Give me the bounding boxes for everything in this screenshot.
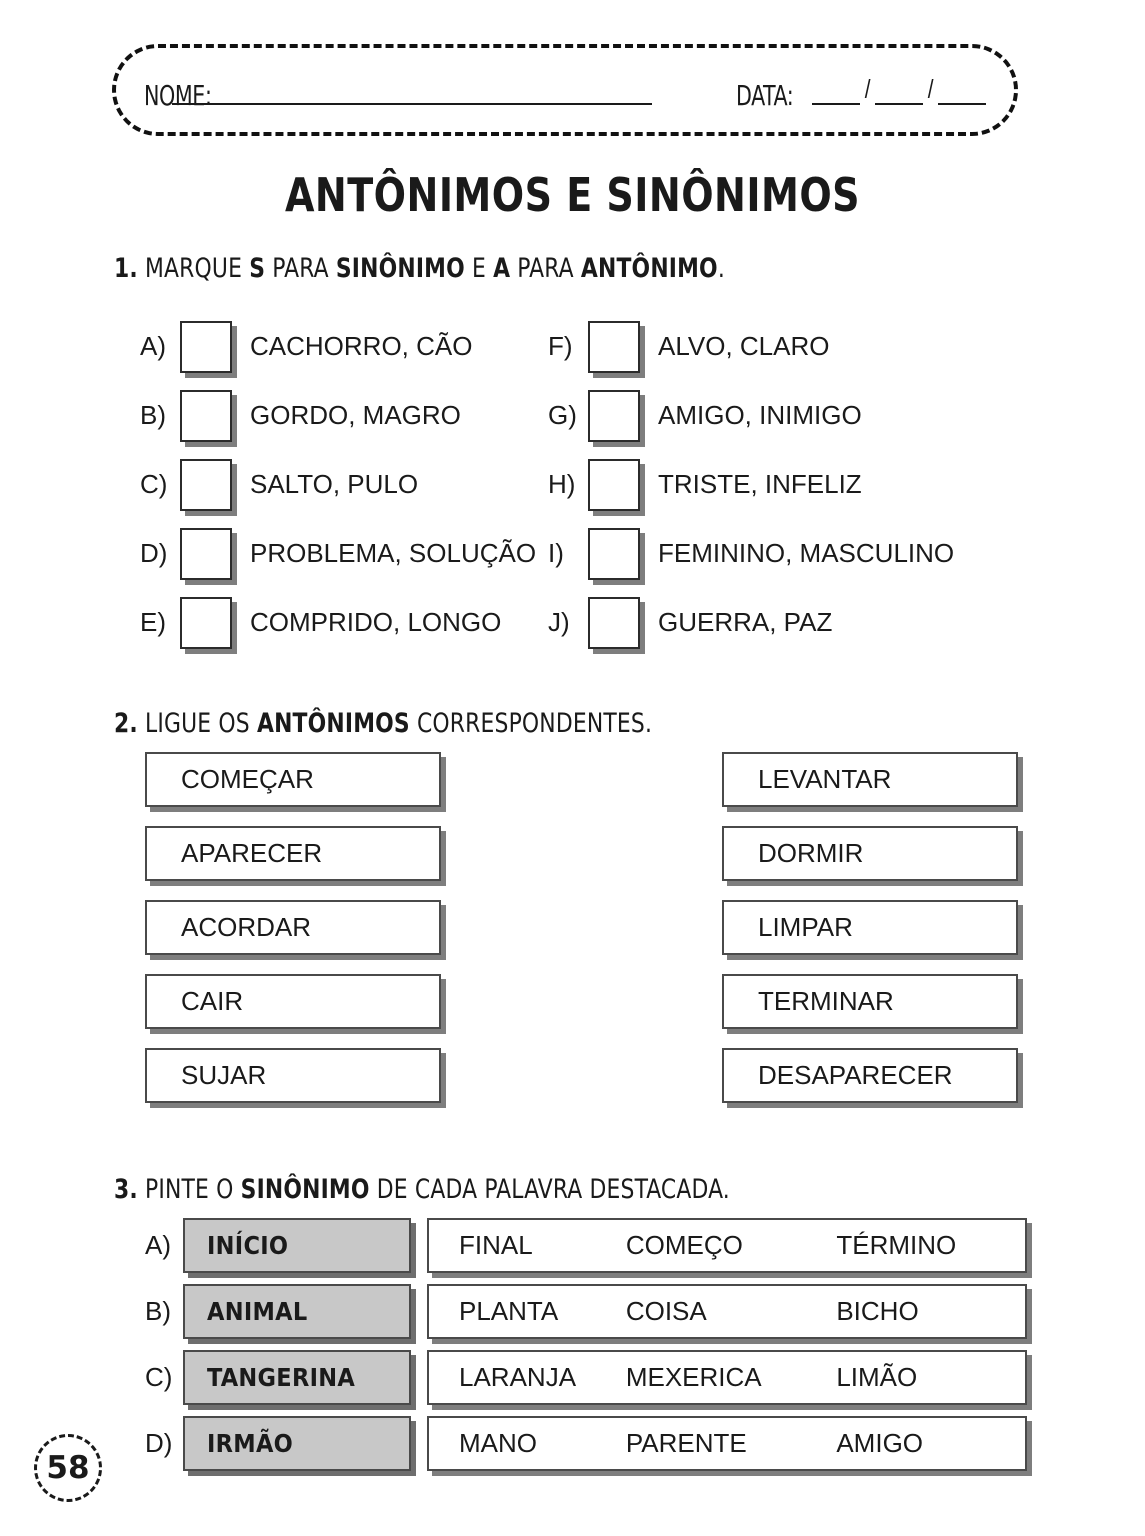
word-pair-label: PROBLEMA, SOLUÇÃO xyxy=(250,538,537,568)
exercise-2-heading xyxy=(114,708,652,739)
exercise-2-left-column xyxy=(145,752,441,1122)
option-word[interactable]: LARANJA xyxy=(459,1362,577,1392)
highlighted-word-box: INÍCIO xyxy=(183,1218,411,1273)
exercise-1-item xyxy=(140,588,536,657)
exercise-3-row xyxy=(0,1284,1145,1339)
date-month-line[interactable] xyxy=(875,83,923,105)
answer-checkbox[interactable] xyxy=(180,321,232,373)
option-word[interactable]: AMIGO xyxy=(836,1428,924,1458)
word-pair-label: TRISTE, INFELIZ xyxy=(658,469,862,499)
exercise-1-number: 1. xyxy=(114,253,138,284)
name-label: NOME: xyxy=(144,79,212,112)
exercise-1-item xyxy=(140,450,536,519)
date-separator-1: / xyxy=(864,74,871,104)
date-field-group xyxy=(736,74,986,112)
answer-checkbox[interactable] xyxy=(180,528,232,580)
answer-checkbox[interactable] xyxy=(588,597,640,649)
exercise-1-item xyxy=(548,312,954,381)
date-slots xyxy=(812,74,986,105)
row-letter: B) xyxy=(145,1296,171,1326)
row-letter: A) xyxy=(145,1230,171,1260)
item-letter: A) xyxy=(140,331,166,361)
options-box xyxy=(427,1284,1027,1339)
item-letter: E) xyxy=(140,607,166,637)
option-word[interactable]: BICHO xyxy=(836,1296,919,1326)
exercise-3-heading xyxy=(114,1174,730,1205)
item-letter: B) xyxy=(140,400,166,430)
exercise-3-number: 3. xyxy=(114,1174,138,1205)
option-word[interactable]: MANO xyxy=(459,1428,537,1458)
word-pair-label: CACHORRO, CÃO xyxy=(250,331,473,361)
exercise-2-right-column xyxy=(722,752,1018,1122)
exercise-1-item xyxy=(140,519,536,588)
highlighted-word-box: TANGERINA xyxy=(183,1350,411,1405)
matching-word-box[interactable]: ACORDAR xyxy=(145,900,441,955)
matching-word-box[interactable]: SUJAR xyxy=(145,1048,441,1103)
option-word[interactable]: FINAL xyxy=(459,1230,533,1260)
exercise-1-left-column xyxy=(140,312,536,657)
option-word[interactable]: MEXERICA xyxy=(625,1362,762,1392)
option-word[interactable]: LIMÃO xyxy=(836,1362,918,1392)
page-number: 58 xyxy=(34,1434,102,1502)
page-title: ANTÔNIMOS E SINÔNIMOS xyxy=(284,168,861,222)
options-box xyxy=(427,1416,1027,1471)
exercise-2-instruction: LIGUE OS ANTÔNIMOS CORRESPONDENTES. xyxy=(137,708,653,739)
highlighted-word-box: IRMÃO xyxy=(183,1416,411,1471)
answer-checkbox[interactable] xyxy=(588,528,640,580)
answer-checkbox[interactable] xyxy=(588,390,640,442)
answer-checkbox[interactable] xyxy=(180,390,232,442)
exercise-1-item xyxy=(140,381,536,450)
option-word[interactable]: COISA xyxy=(625,1296,707,1326)
matching-word-box[interactable]: LEVANTAR xyxy=(722,752,1018,807)
date-label: DATA: xyxy=(735,79,793,112)
matching-word-box[interactable]: LIMPAR xyxy=(722,900,1018,955)
exercise-1-item xyxy=(140,312,536,381)
option-word[interactable]: PLANTA xyxy=(459,1296,559,1326)
exercise-1-heading xyxy=(114,253,725,284)
exercise-3-row xyxy=(0,1350,1145,1405)
option-word[interactable]: PARENTE xyxy=(625,1428,747,1458)
word-pair-label: GORDO, MAGRO xyxy=(250,400,461,430)
name-input-line[interactable] xyxy=(172,81,652,105)
exercise-1-instruction: MARQUE S PARA SINÔNIMO E A PARA ANTÔNIMO. xyxy=(137,253,725,284)
answer-checkbox[interactable] xyxy=(180,597,232,649)
options-box xyxy=(427,1350,1027,1405)
matching-word-box[interactable]: CAIR xyxy=(145,974,441,1029)
options-box xyxy=(427,1218,1027,1273)
word-pair-label: FEMININO, MASCULINO xyxy=(658,538,955,568)
date-day-line[interactable] xyxy=(812,83,860,105)
student-info-row xyxy=(116,74,1014,112)
word-pair-label: AMIGO, INIMIGO xyxy=(658,400,862,430)
matching-word-box[interactable]: DORMIR xyxy=(722,826,1018,881)
answer-checkbox[interactable] xyxy=(588,459,640,511)
highlighted-word-box: ANIMAL xyxy=(183,1284,411,1339)
item-letter: F) xyxy=(548,331,573,361)
item-letter: G) xyxy=(548,400,577,430)
item-letter: I) xyxy=(548,538,564,568)
word-pair-label: SALTO, PULO xyxy=(250,469,419,499)
answer-checkbox[interactable] xyxy=(180,459,232,511)
matching-word-box[interactable]: COMEÇAR xyxy=(145,752,441,807)
exercise-3-row xyxy=(0,1218,1145,1273)
exercise-1-right-column xyxy=(548,312,954,657)
exercise-1-body xyxy=(0,312,1145,652)
option-word[interactable]: COMEÇO xyxy=(625,1230,743,1260)
item-letter: J) xyxy=(548,607,570,637)
row-letter: D) xyxy=(145,1428,173,1458)
item-letter: H) xyxy=(548,469,576,499)
date-year-line[interactable] xyxy=(938,83,986,105)
matching-word-box[interactable]: DESAPARECER xyxy=(722,1048,1018,1103)
exercise-1-item xyxy=(548,381,954,450)
student-info-box xyxy=(112,44,1018,136)
row-letter: C) xyxy=(145,1362,173,1392)
word-pair-label: ALVO, CLARO xyxy=(658,331,830,361)
word-pair-label: COMPRIDO, LONGO xyxy=(250,607,502,637)
exercise-3-instruction: PINTE O SINÔNIMO DE CADA PALAVRA DESTACADA. xyxy=(137,1174,730,1205)
item-letter: D) xyxy=(140,538,168,568)
item-letter: C) xyxy=(140,469,168,499)
matching-word-box[interactable]: APARECER xyxy=(145,826,441,881)
exercise-3-body xyxy=(0,1218,1145,1482)
exercise-2-number: 2. xyxy=(114,708,138,739)
option-word[interactable]: TÉRMINO xyxy=(836,1230,957,1260)
answer-checkbox[interactable] xyxy=(588,321,640,373)
exercise-1-item xyxy=(548,588,954,657)
exercise-1-item xyxy=(548,450,954,519)
exercise-3-row xyxy=(0,1416,1145,1471)
date-separator-2: / xyxy=(927,74,934,104)
exercise-1-item xyxy=(548,519,954,588)
matching-word-box[interactable]: TERMINAR xyxy=(722,974,1018,1029)
word-pair-label: GUERRA, PAZ xyxy=(658,607,833,637)
